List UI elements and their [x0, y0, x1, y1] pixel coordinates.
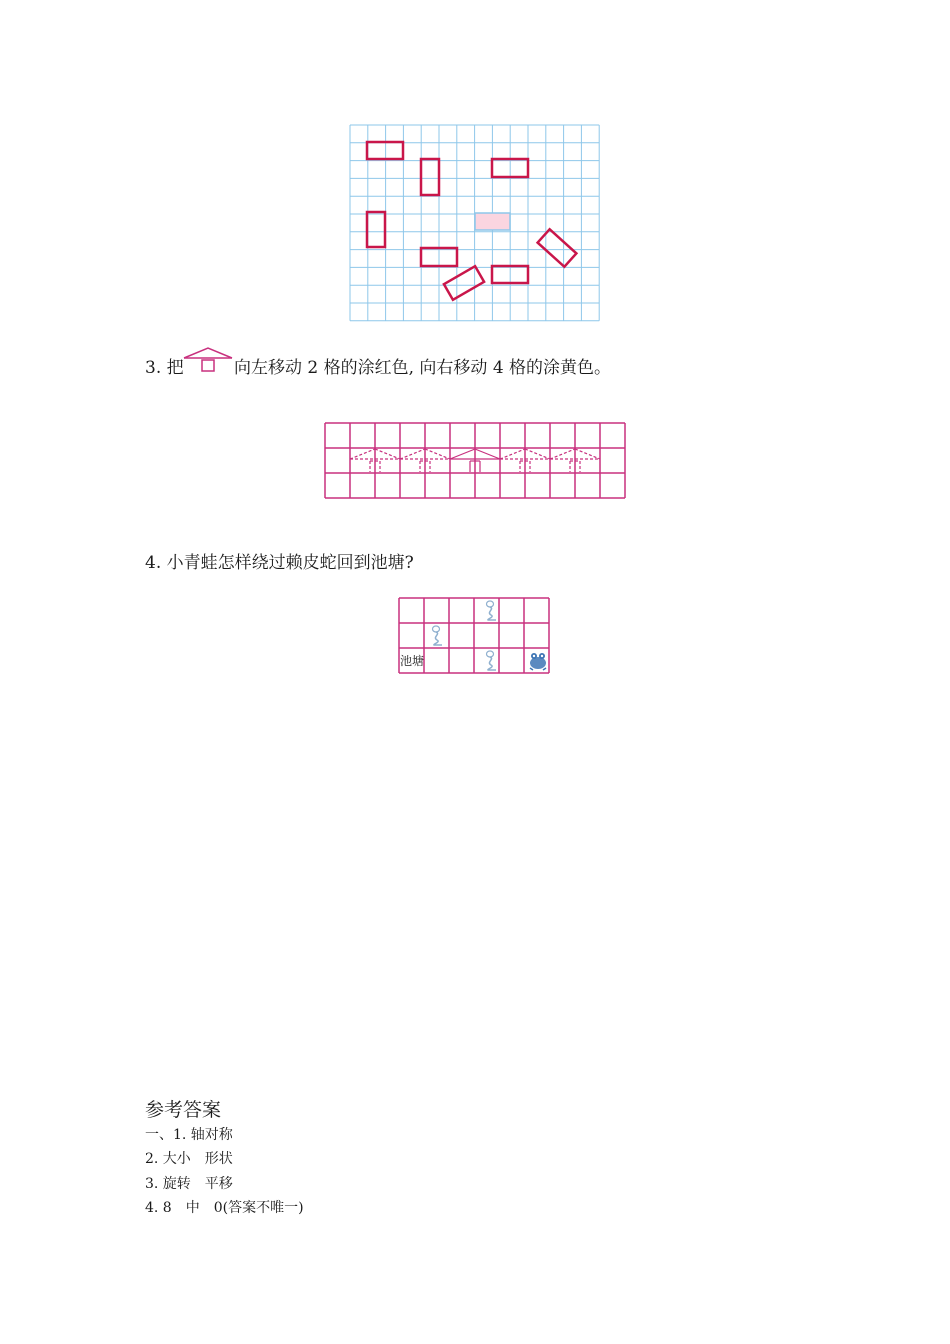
rectangle-8-rotated	[538, 229, 577, 266]
rectangle-4	[367, 212, 385, 247]
frog-icon	[530, 653, 546, 670]
shaded-center-rectangle	[475, 213, 510, 230]
rectangle-7-rotated	[444, 266, 484, 300]
grid-line	[425, 449, 450, 459]
snake-icon	[433, 626, 443, 645]
rectangle-2	[421, 159, 439, 195]
grid-line	[400, 449, 425, 459]
answer-line-2: 2. 大小 形状	[145, 1151, 233, 1167]
snake-icon	[487, 651, 497, 670]
grid-line	[550, 449, 575, 459]
snake-icon	[487, 601, 497, 620]
grid-line	[575, 449, 600, 459]
house-move-grid	[324, 422, 626, 500]
pond-label: 池塘	[400, 654, 425, 668]
question-4: 4. 小青蛙怎样绕过赖皮蛇回到池塘?	[145, 553, 414, 573]
grid-line	[375, 449, 400, 459]
answer-line-3: 3. 旋转 平移	[145, 1176, 233, 1192]
grid-line	[500, 449, 525, 459]
frog-path-grid	[398, 597, 552, 675]
grid-line	[475, 449, 500, 459]
question-3-prefix: 3. 把	[145, 358, 184, 378]
question-3	[145, 357, 184, 379]
grid-line	[525, 449, 550, 459]
answer-line-1: 一、1. 轴对称	[145, 1127, 233, 1143]
rectangles-grid-figure	[349, 124, 601, 322]
answers-title: 参考答案	[145, 1099, 222, 1121]
question-3-suffix: 向左移动 2 格的涂红色, 向右移动 4 格的涂黄色。	[234, 358, 612, 378]
rectangle-1	[367, 142, 403, 159]
house-icon	[183, 346, 233, 374]
grid-line	[450, 449, 475, 459]
answer-line-4: 4. 8 中 0(答案不唯一)	[145, 1200, 304, 1216]
grid-line	[350, 449, 375, 459]
